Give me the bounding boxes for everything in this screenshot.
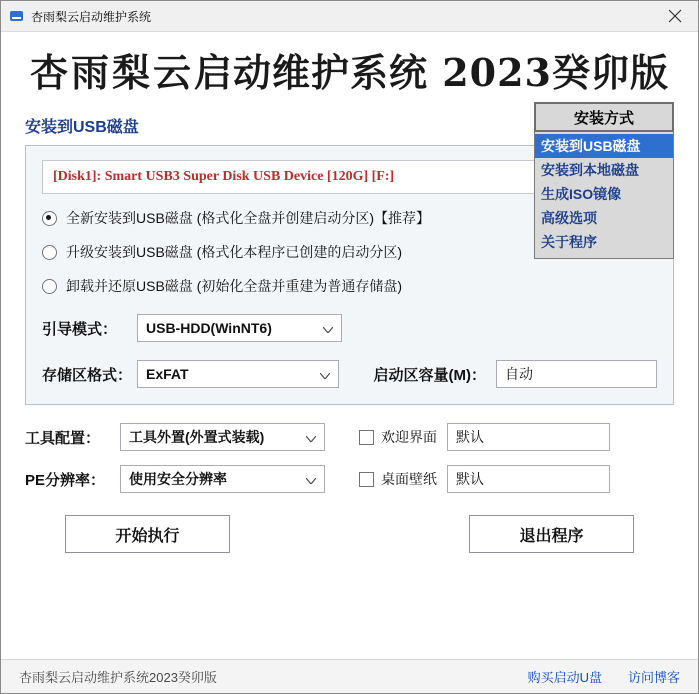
status-bar <box>1 659 698 693</box>
welcome-screen-value: 默认 <box>456 429 484 445</box>
action-buttons <box>25 515 674 553</box>
tool-config-select[interactable] <box>120 423 325 451</box>
install-method-list[interactable] <box>534 132 674 259</box>
close-icon <box>668 9 682 23</box>
window-title: 杏雨梨云启动维护系统 <box>31 9 152 24</box>
storage-format-value: ExFAT <box>146 366 189 382</box>
welcome-screen-checkbox[interactable] <box>359 430 374 445</box>
boot-mode-row <box>42 314 657 342</box>
wallpaper-checkbox[interactable] <box>359 472 374 487</box>
menu-item-make-iso[interactable]: 生成ISO镜像 <box>541 186 622 202</box>
storage-format-select[interactable] <box>137 360 339 388</box>
radio-icon-uninstall[interactable] <box>42 279 57 294</box>
wallpaper-input[interactable] <box>447 465 610 493</box>
boot-mode-select[interactable] <box>137 314 342 342</box>
chevron-down-icon <box>306 429 316 445</box>
boot-capacity-input[interactable] <box>496 360 657 388</box>
page-title: 安装到USB磁盘 <box>25 119 139 136</box>
main-content <box>1 100 698 659</box>
app-icon <box>9 8 25 24</box>
banner-rest: 启动维护系统 2023癸卯版 <box>194 49 669 95</box>
wallpaper-label: 桌面壁纸 <box>381 471 437 487</box>
pe-resolution-select[interactable] <box>120 465 325 493</box>
banner-title <box>30 42 669 97</box>
visit-blog-link[interactable]: 访问博客 <box>627 670 680 685</box>
boot-capacity-value: 自动 <box>504 366 533 382</box>
banner-brand: 杏雨梨云 <box>29 49 194 95</box>
menu-item-install-usb[interactable]: 安装到USB磁盘 <box>535 134 673 158</box>
title-bar <box>1 1 698 32</box>
extra-options <box>25 423 674 493</box>
welcome-screen-input[interactable] <box>447 423 610 451</box>
welcome-screen-label: 欢迎界面 <box>381 429 437 445</box>
radio-icon-upgrade[interactable] <box>42 245 57 260</box>
radio-icon-fresh[interactable] <box>42 211 57 226</box>
tool-config-value: 工具外置(外置式装载) <box>129 429 265 445</box>
boot-mode-value: USB-HDD(WinNT6) <box>146 320 272 336</box>
app-banner <box>1 38 698 100</box>
option-uninstall-restore[interactable] <box>42 276 657 296</box>
install-method-header[interactable]: 安装方式 <box>534 102 674 132</box>
pe-resolution-value: 使用安全分辨率 <box>129 471 227 487</box>
start-button[interactable]: 开始执行 <box>65 515 230 553</box>
chevron-down-icon <box>320 366 330 382</box>
buy-usb-link[interactable]: 购买启动U盘 <box>527 670 602 685</box>
menu-item-about[interactable]: 关于程序 <box>541 234 597 250</box>
close-button[interactable] <box>652 2 698 31</box>
chevron-down-icon <box>323 320 333 336</box>
pe-resolution-label: PE分辨率： <box>25 471 106 489</box>
status-text: 杏雨梨云启动维护系统2023癸卯版 <box>19 670 217 685</box>
storage-format-row <box>42 360 657 388</box>
wallpaper-value: 默认 <box>456 471 484 487</box>
chevron-down-icon <box>306 471 316 487</box>
option-uninstall-restore-label: 卸载并还原USB磁盘 (初始化全盘并重建为普通存储盘) <box>66 278 402 294</box>
pe-resolution-row <box>25 465 674 493</box>
tool-config-row <box>25 423 674 451</box>
option-upgrade-install-label: 升级安装到USB磁盘 (格式化本程序已创建的启动分区) <box>66 244 402 260</box>
tool-config-label: 工具配置： <box>25 429 101 447</box>
menu-item-advanced[interactable]: 高级选项 <box>541 210 597 226</box>
install-method-dropdown[interactable] <box>534 102 674 259</box>
option-fresh-install-label: 全新安装到USB磁盘 (格式化全盘并创建启动分区)【推荐】 <box>66 210 430 226</box>
storage-format-label: 存储区格式： <box>42 366 133 384</box>
menu-item-install-local[interactable]: 安装到本地磁盘 <box>541 162 639 178</box>
exit-button[interactable]: 退出程序 <box>469 515 634 553</box>
disk-selector[interactable]: [Disk1]: Smart USB3 Super Disk USB Device [120G] [F:] <box>42 160 657 194</box>
boot-mode-label: 引导模式： <box>42 320 118 338</box>
boot-capacity-label: 启动区容量(M)： <box>373 366 486 384</box>
